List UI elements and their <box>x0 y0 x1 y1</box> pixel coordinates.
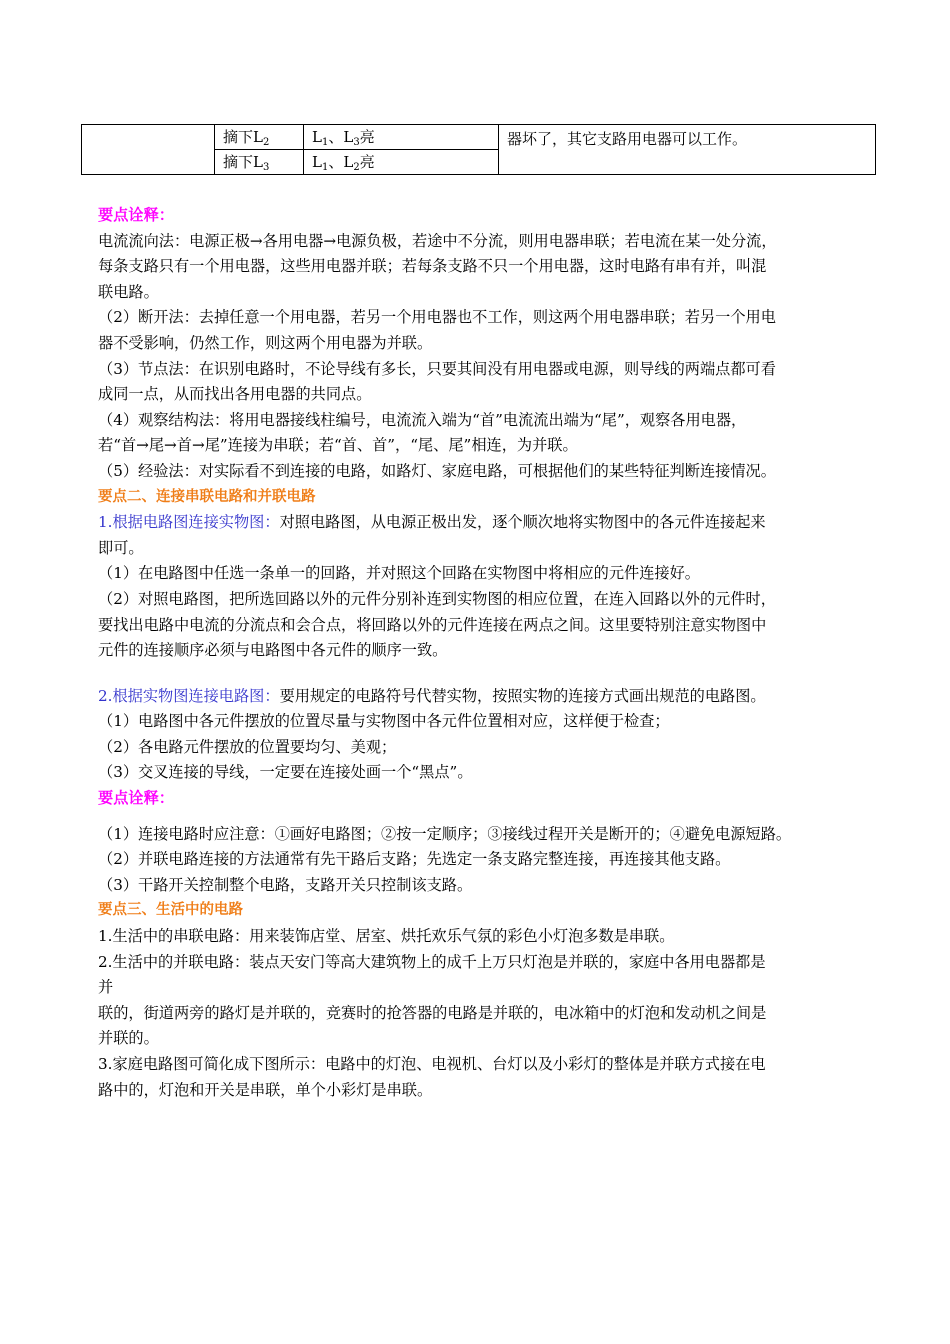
section-heading: 要点二、连接串联电路和并联电路 <box>98 488 316 505</box>
table-cell-result: $L_1$、$L_3$亮 <box>304 125 499 150</box>
text-line: 每条支路只有一个用电器，这些用电器并联；若每条支路不只一个用电器，这时电路有串有并，叫混 <box>98 257 767 276</box>
text-line: （1）电路图中各元件摆放的位置尽量与实物图中各元件位置相对应，这样便于检查； <box>98 712 670 731</box>
spacer <box>98 812 878 822</box>
text-line: （1）连接电路时应注意：①画好电路图；②按一定顺序；③接线过程开关是断开的；④避免电源短路。 <box>98 824 792 843</box>
table-cell-action: 摘下$L_3$ <box>215 150 304 175</box>
text-line: （2）断开法：去掉任意一个用电器，若另一个用电器也不工作，则这两个用电器串联；若另一个用电 <box>98 308 776 327</box>
text-line: 器不受影响，仍然工作，则这两个用电器为并联。 <box>98 333 433 352</box>
table-cell-action: 摘下$L_2$ <box>215 125 304 150</box>
item-text: 要用规定的电路符号代替实物，按照实物的连接方式画出规范的电路图。 <box>279 686 766 705</box>
text-line: 联电路。 <box>98 282 159 301</box>
table-row <box>82 125 876 150</box>
table-cell-note: 器坏了，其它支路用电器可以工作。 <box>499 125 876 175</box>
circuit-table <box>81 124 876 175</box>
text-line: 电流流向法：电源正极→各用电器→电源负极，若途中不分流，则用电器串联；若电流在某一处分流， <box>98 231 777 250</box>
item-label: 2.根据实物图连接电路图： <box>98 686 280 705</box>
text-line: （5）经验法：对实际看不到连接的电路，如路灯、家庭电路，可根据他们的某些特征判断连接情况。 <box>98 461 776 480</box>
text-line: （2）对照电路图，把所选回路以外的元件分别补连到实物图的相应位置，在连入回路以外的元件时， <box>98 589 776 608</box>
table-cell-result: $L_1$、$L_2$亮 <box>304 150 499 175</box>
text-line: 3.家庭电路图可简化成下图所示：电路中的灯泡、电视机、台灯以及小彩灯的整体是并联方式接在电 <box>98 1055 766 1073</box>
text-line: 并 <box>98 978 114 997</box>
text-line: （4）观察结构法：将用电器接线柱编号，电流流入端为“首”电流流出端为“尾”，观察各用电器， <box>98 410 747 429</box>
text-line: 并联的。 <box>98 1029 159 1048</box>
text-line <box>98 510 878 536</box>
text-line: 2.生活中的并联电路：装点天安门等高大建筑物上的成千上万只灯泡是并联的，家庭中各用电器都是 <box>98 952 766 971</box>
text-line: 元件的连接顺序必须与电路图中各元件的顺序一致。 <box>98 641 448 660</box>
text-line: 路中的，灯泡和开关是串联，单个小彩灯是串联。 <box>98 1080 433 1099</box>
text-line: 若“首→尾→首→尾”连接为串联；若“首、首”，“尾、尾”相连，为并联。 <box>98 436 578 455</box>
text-line: （1）在电路图中任选一条单一的回路，并对照这个回路在实物图中将相应的元件连接好。 <box>98 564 700 583</box>
text-line: 1.生活中的串联电路：用来装饰店堂、居室、烘托欢乐气氛的彩色小灯泡多数是串联。 <box>98 927 675 946</box>
section-heading: 要点诠释： <box>98 789 174 808</box>
text-line: 联的，街道两旁的路灯是并联的，竞赛时的抢答器的电路是并联的，电冰箱中的灯泡和发动机之间是 <box>98 1003 767 1022</box>
section-heading: 要点诠释： <box>98 206 174 224</box>
text-line: （2）各电路元件摆放的位置要均匀、美观； <box>98 737 397 756</box>
table-cell-empty <box>82 125 215 175</box>
text-line: 成同一点，从而找出各用电器的共同点。 <box>98 385 372 404</box>
item-label: 1.根据电路图连接实物图： <box>98 513 280 532</box>
text-line: （2）并联电路连接的方法通常有先干路后支路；先选定一条支路完整连接，再连接其他支路。 <box>98 850 731 869</box>
text-line: （3）交叉连接的导线，一定要在连接处画一个“黑点”。 <box>98 763 473 782</box>
text-line: 即可。 <box>98 538 144 557</box>
document-body <box>98 203 878 1103</box>
item-text: 对照电路图，从电源正极出发，逐个顺次地将实物图中的各元件连接起来 <box>279 513 766 532</box>
text-line: （3）干路开关控制整个电路，支路开关只控制该支路。 <box>98 875 473 894</box>
spacer <box>98 664 878 684</box>
section-heading: 要点三、生活中的电路 <box>98 902 243 919</box>
text-line: 要找出电路中电流的分流点和会合点，将回路以外的元件连接在两点之间。这里要特别注意实物图中 <box>98 615 767 634</box>
text-line: （3）节点法：在识别电路时，不论导线有多长，只要其间没有用电器或电源，则导线的两端点都可看 <box>98 359 776 378</box>
text-line <box>98 684 878 710</box>
